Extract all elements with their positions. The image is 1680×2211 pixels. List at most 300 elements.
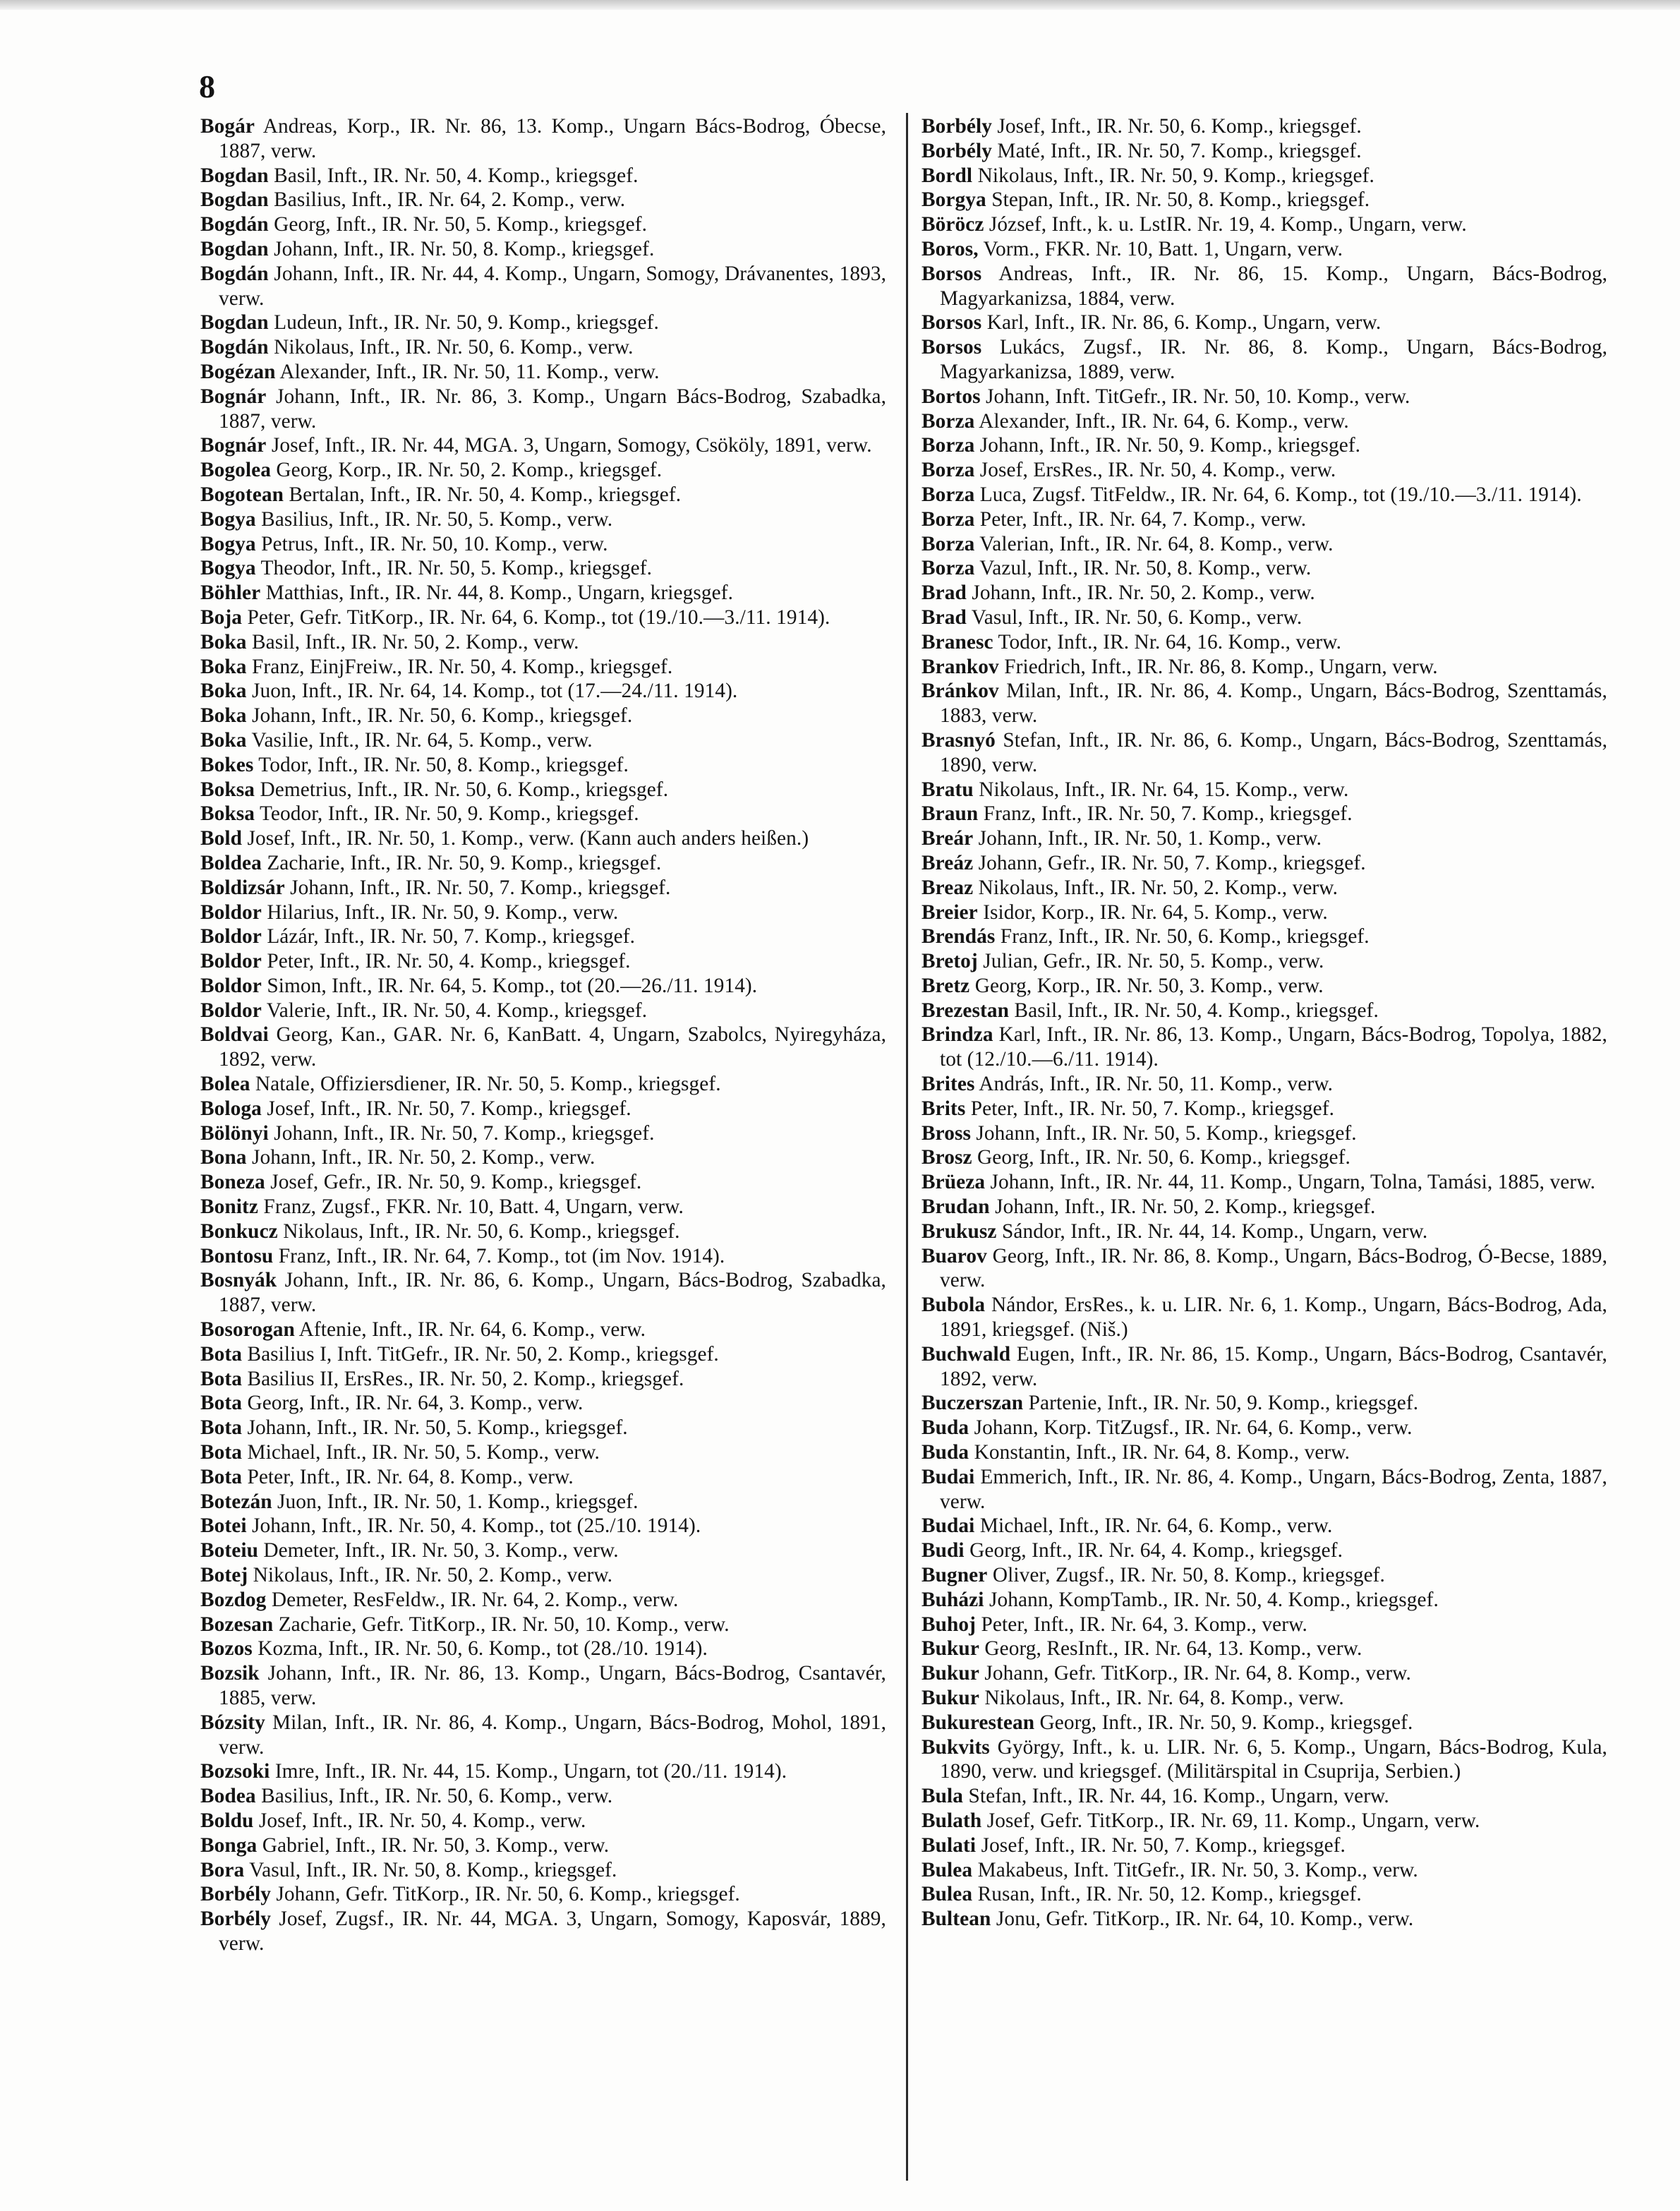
entry-details: Nándor, ErsRes., k. u. LIR. Nr. 6, 1. Komp., Ungarn, Bács-Bodrog, Ada, 1891, kriegsgef. (Niš.)	[940, 1294, 1607, 1342]
entry-surname: Brasnyó	[921, 728, 996, 752]
roll-entry	[200, 1416, 886, 1440]
entry-details: Basil, Inft., IR. Nr. 50, 2. Komp., verw.	[251, 630, 579, 653]
entry-details: Georg, Inft., IR. Nr. 50, 5. Komp., kriegsgef.	[274, 213, 648, 236]
entry-surname: Breár	[921, 827, 974, 850]
entry-surname: Borza	[921, 532, 975, 555]
roll-entry	[921, 1072, 1607, 1097]
roll-entry	[921, 802, 1607, 826]
roll-entry	[921, 114, 1607, 139]
entry-surname: Bukurestean	[921, 1711, 1035, 1734]
roll-entry	[921, 655, 1607, 680]
entry-details: Partenie, Inft., IR. Nr. 50, 9. Komp., kriegsgef.	[1028, 1392, 1419, 1415]
roll-entry	[921, 335, 1607, 385]
entry-surname: Boldu	[200, 1809, 254, 1832]
entry-surname: Borbély	[200, 1883, 271, 1906]
entry-details: Todor, Inft., IR. Nr. 50, 8. Komp., kriegsgef.	[258, 753, 629, 776]
roll-entry	[200, 1711, 886, 1760]
roll-entry	[921, 1293, 1607, 1342]
entry-surname: Bontosu	[200, 1244, 274, 1267]
entry-surname: Bogya	[200, 507, 256, 531]
entry-details: Franz, Zugsf., FKR. Nr. 10, Batt. 4, Ungarn, verw.	[263, 1195, 684, 1219]
entry-details: Basilius, Inft., IR. Nr. 50, 5. Komp., verw.	[261, 507, 613, 531]
entry-details: Lukács, Zugsf., IR. Nr. 86, 8. Komp., Ungarn, Bács-Bodrog, Magyarkanizsa, 1889, verw.	[940, 336, 1607, 383]
entry-details: Basilius, Inft., IR. Nr. 50, 6. Komp., verw.	[261, 1785, 613, 1808]
roll-entry	[921, 1882, 1607, 1907]
entry-surname: Bozos	[200, 1637, 253, 1661]
roll-entry	[200, 1907, 886, 1956]
entry-surname: Borza	[921, 483, 975, 506]
entry-surname: Bortos	[921, 385, 981, 408]
entry-surname: Brezestan	[921, 999, 1010, 1022]
entry-surname: Bogolea	[200, 459, 271, 482]
roll-entry	[921, 433, 1607, 458]
entry-details: Johann, Inft., IR. Nr. 50, 2. Komp., verw.	[251, 1146, 596, 1169]
entry-surname: Borza	[921, 434, 975, 457]
entry-details: Andreas, Korp., IR. Nr. 86, 13. Komp., Ungarn Bács-Bodrog, Óbecse, 1887, verw.	[219, 115, 886, 162]
entry-surname: Bota	[200, 1441, 242, 1464]
entry-surname: Bozsoki	[200, 1760, 270, 1783]
entry-surname: Bota	[200, 1392, 242, 1415]
entry-details: Vorm., FKR. Nr. 10, Batt. 1, Ungarn, verw.	[983, 237, 1343, 260]
entry-details: Stepan, Inft., IR. Nr. 50, 8. Komp., kriegsgef.	[991, 188, 1370, 212]
entry-surname: Borza	[921, 459, 975, 482]
entry-details: Johann, Inft., IR. Nr. 50, 8. Komp., kriegsgef.	[274, 237, 655, 260]
entry-details: Josef, Inft., IR. Nr. 50, 7. Komp., kriegsgef.	[981, 1833, 1346, 1857]
roll-entry	[921, 851, 1607, 876]
entry-details: Bertalan, Inft., IR. Nr. 50, 4. Komp., kriegsgef.	[289, 483, 682, 506]
roll-entry	[200, 1318, 886, 1342]
entry-details: Johann, Inft., IR. Nr. 50, 5. Komp., kriegsgef.	[247, 1416, 628, 1440]
roll-entry	[921, 458, 1607, 483]
entry-surname: Budi	[921, 1539, 965, 1562]
roll-entry	[921, 1145, 1607, 1170]
entry-details: Vazul, Inft., IR. Nr. 50, 8. Komp., verw.	[979, 557, 1312, 580]
entry-surname: Bolea	[200, 1073, 250, 1096]
entry-details: Georg, Korp., IR. Nr. 50, 3. Komp., verw.	[974, 974, 1324, 997]
roll-entry	[921, 1097, 1607, 1121]
entry-surname: Bross	[921, 1121, 971, 1145]
entry-surname: Boldvai	[200, 1023, 269, 1047]
roll-entry	[200, 1514, 886, 1538]
entry-details: Nikolaus, Inft., IR. Nr. 50, 6. Komp., kriegsgef.	[283, 1219, 680, 1243]
entry-details: Todor, Inft., IR. Nr. 64, 16. Komp., verw.	[998, 630, 1341, 653]
roll-entry	[200, 999, 886, 1023]
entry-surname: Boldor	[200, 974, 262, 997]
entry-surname: Brüeza	[921, 1171, 986, 1194]
roll-entry	[200, 630, 886, 655]
entry-details: Vasul, Inft., IR. Nr. 50, 8. Komp., kriegsgef.	[249, 1858, 617, 1881]
roll-entry	[921, 581, 1607, 606]
entry-details: Oliver, Zugsf., IR. Nr. 50, 8. Komp., kriegsgef.	[992, 1564, 1385, 1587]
entry-surname: Buda	[921, 1441, 969, 1464]
roll-entry	[921, 1121, 1607, 1146]
entry-surname: Buházi	[921, 1588, 984, 1611]
roll-entry	[200, 1882, 886, 1907]
entry-details: Georg, Inft., IR. Nr. 50, 6. Komp., kriegsgef.	[977, 1146, 1350, 1169]
entry-details: Theodor, Inft., IR. Nr. 50, 5. Komp., kriegsgef.	[260, 557, 653, 580]
entry-details: Nikolaus, Inft., IR. Nr. 50, 6. Komp., verw.	[274, 336, 634, 359]
entry-surname: Bozesan	[200, 1613, 274, 1636]
entry-surname: Borbély	[921, 115, 992, 138]
entry-surname: Böhler	[200, 582, 261, 605]
entry-surname: Breaz	[921, 876, 974, 899]
entry-surname: Boka	[200, 655, 247, 678]
entry-surname: Boldor	[200, 950, 262, 973]
entry-surname: Bonga	[200, 1833, 258, 1857]
entry-details: Matthias, Inft., IR. Nr. 44, 8. Komp., Ungarn, kriegsgef.	[265, 582, 734, 605]
entry-details: Imre, Inft., IR. Nr. 44, 15. Komp., Ungarn, tot (20./11. 1914).	[274, 1760, 787, 1783]
entry-surname: Brad	[921, 582, 967, 605]
entry-surname: Boros,	[921, 237, 979, 260]
entry-surname: Bogézan	[200, 360, 276, 383]
roll-entry	[200, 507, 886, 532]
entry-details: Michael, Inft., IR. Nr. 50, 5. Komp., verw.	[247, 1441, 600, 1464]
entry-surname: Böröcz	[921, 213, 984, 236]
entry-details: Alexander, Inft., IR. Nr. 64, 6. Komp., verw.	[979, 409, 1349, 433]
entry-details: Kozma, Inft., IR. Nr. 50, 6. Komp., tot (28./10. 1914).	[258, 1637, 708, 1661]
entry-surname: Bukur	[921, 1687, 979, 1709]
entry-surname: Bognár	[200, 434, 267, 457]
entry-details: Stefan, Inft., IR. Nr. 44, 16. Komp., Ungarn, verw.	[968, 1785, 1389, 1808]
entry-surname: Bogya	[200, 557, 256, 580]
entry-details: Jonu, Gefr. TitKorp., IR. Nr. 64, 10. Komp., verw.	[996, 1908, 1414, 1931]
entry-details: Zacharie, Inft., IR. Nr. 50, 9. Komp., kriegsgef.	[267, 851, 662, 874]
entry-details: Juon, Inft., IR. Nr. 64, 14. Komp., tot (17.—24./11. 1914).	[251, 680, 738, 703]
roll-entry	[921, 999, 1607, 1023]
roll-entry	[921, 826, 1607, 851]
roll-entry	[200, 1121, 886, 1146]
entry-details: Milan, Inft., IR. Nr. 86, 4. Komp., Ungarn, Bács-Bodrog, Mohol, 1891, verw.	[219, 1711, 886, 1759]
roll-entry	[921, 1023, 1607, 1072]
entry-surname: Bota	[200, 1416, 242, 1440]
entry-details: Rusan, Inft., IR. Nr. 50, 12. Komp., kriegsgef.	[977, 1883, 1362, 1906]
roll-entry	[200, 114, 886, 164]
entry-details: Karl, Inft., IR. Nr. 86, 6. Komp., Ungarn, verw.	[986, 311, 1382, 335]
entry-details: Luca, Zugsf. TitFeldw., IR. Nr. 64, 6. Komp., tot (19./10.—3./11. 1914).	[979, 483, 1582, 506]
entry-details: Josef, Inft., IR. Nr. 50, 1. Komp., verw. (Kann auch anders heißen.)	[247, 827, 809, 850]
roll-entry	[200, 1195, 886, 1219]
entry-surname: Buhoj	[921, 1613, 977, 1636]
entry-surname: Boksa	[200, 778, 255, 801]
entry-surname: Bretoj	[921, 950, 978, 973]
roll-entry	[921, 1686, 1607, 1711]
entry-surname: Bora	[200, 1858, 245, 1881]
entry-details: Nikolaus, Inft., IR. Nr. 50, 2. Komp., verw.	[978, 876, 1338, 899]
entry-surname: Borbély	[200, 1908, 271, 1931]
entry-details: Johann, Inft., IR. Nr. 50, 1. Komp., verw.	[978, 827, 1322, 850]
roll-entry	[200, 1661, 886, 1711]
roll-entry	[200, 1072, 886, 1097]
entry-surname: Boldea	[200, 851, 262, 874]
roll-entry	[200, 1538, 886, 1563]
roll-entry	[921, 1613, 1607, 1637]
entry-details: Makabeus, Inft. TitGefr., IR. Nr. 50, 3. Komp., verw.	[977, 1858, 1418, 1881]
entry-details: Vasul, Inft., IR. Nr. 50, 6. Komp., verw.	[971, 606, 1303, 629]
entry-surname: Boldor	[200, 999, 262, 1022]
page-number: 8	[199, 68, 215, 104]
entry-surname: Botei	[200, 1514, 247, 1538]
entry-details: Konstantin, Inft., IR. Nr. 64, 8. Komp., verw.	[974, 1441, 1350, 1464]
entry-surname: Bogdán	[200, 336, 269, 359]
entry-details: Johann, KompTamb., IR. Nr. 50, 4. Komp., kriegsgef.	[989, 1588, 1439, 1611]
roll-entry	[200, 1613, 886, 1637]
entry-surname: Brosz	[921, 1146, 972, 1169]
entry-surname: Bogdan	[200, 237, 269, 260]
roll-entry	[200, 1097, 886, 1121]
roll-entry	[200, 655, 886, 680]
roll-entry	[921, 556, 1607, 581]
roll-entry	[921, 1440, 1607, 1465]
entry-surname: Bozsik	[200, 1662, 260, 1685]
roll-entry	[921, 1563, 1607, 1588]
entry-surname: Bologa	[200, 1097, 262, 1120]
entry-details: Josef, Inft., IR. Nr. 50, 4. Komp., verw.	[258, 1809, 586, 1832]
roll-entry	[200, 679, 886, 704]
entry-details: Karl, Inft., IR. Nr. 86, 13. Komp., Ungarn, Bács-Bodrog, Topolya, 1882, tot (12./10.—6./11. 1914).	[940, 1023, 1607, 1071]
entry-surname: Brad	[921, 606, 967, 629]
entry-surname: Bota	[200, 1465, 242, 1488]
entry-details: Basilius, Inft., IR. Nr. 64, 2. Komp., verw.	[274, 188, 626, 212]
entry-details: Demeter, ResFeldw., IR. Nr. 64, 2. Komp., verw.	[271, 1588, 679, 1611]
entry-details: Julian, Gefr., IR. Nr. 50, 5. Komp., verw.	[983, 950, 1324, 973]
entry-surname: Budai	[921, 1514, 975, 1538]
entry-details: Josef, Gefr. TitKorp., IR. Nr. 69, 11. Komp., Ungarn, verw.	[986, 1809, 1480, 1832]
roll-entry	[921, 188, 1607, 212]
entry-surname: Boka	[200, 680, 247, 703]
entry-surname: Budai	[921, 1465, 975, 1488]
right-column	[921, 114, 1607, 2196]
roll-entry	[200, 851, 886, 876]
entry-surname: Bultean	[921, 1908, 991, 1931]
entry-surname: Buda	[921, 1416, 969, 1440]
entry-surname: Boldor	[200, 900, 262, 924]
entry-surname: Breáz	[921, 851, 974, 874]
entry-details: Isidor, Korp., IR. Nr. 64, 5. Komp., verw.	[983, 900, 1328, 924]
entry-details: Josef, ErsRes., IR. Nr. 50, 4. Komp., verw.	[979, 459, 1336, 482]
roll-entry	[921, 1637, 1607, 1661]
entry-details: Aftenie, Inft., IR. Nr. 64, 6. Komp., verw.	[298, 1318, 646, 1342]
entry-surname: Bulath	[921, 1809, 982, 1832]
roll-entry	[921, 728, 1607, 778]
entry-details: Maté, Inft., IR. Nr. 50, 7. Komp., kriegsgef.	[997, 139, 1362, 162]
roll-entry	[921, 1907, 1607, 1932]
entry-surname: Boneza	[200, 1171, 265, 1194]
entry-surname: Bordl	[921, 164, 973, 187]
entry-details: Stefan, Inft., IR. Nr. 86, 6. Komp., Ungarn, Bács-Bodrog, Szenttamás, 1890, verw.	[940, 728, 1607, 776]
roll-entry	[200, 1268, 886, 1318]
roll-entry	[921, 606, 1607, 630]
roll-entry	[200, 458, 886, 483]
entry-details: Hilarius, Inft., IR. Nr. 50, 9. Komp., verw.	[267, 900, 619, 924]
entry-details: Johann, Inft., IR. Nr. 50, 7. Komp., kriegsgef.	[290, 876, 671, 899]
roll-entry	[921, 507, 1607, 532]
entry-surname: Boka	[200, 704, 247, 728]
entry-details: Nikolaus, Inft., IR. Nr. 64, 8. Komp., verw.	[984, 1687, 1344, 1709]
roll-entry	[200, 900, 886, 925]
entry-details: Basil, Inft., IR. Nr. 50, 4. Komp., kriegsgef.	[274, 164, 639, 187]
entry-details: Georg, Korp., IR. Nr. 50, 2. Komp., kriegsgef.	[276, 459, 663, 482]
entry-surname: Braun	[921, 802, 979, 826]
entry-details: Johann, Inft., IR. Nr. 44, 11. Komp., Ungarn, Tolna, Tamási, 1885, verw.	[990, 1171, 1596, 1194]
entry-details: Andreas, Inft., IR. Nr. 86, 15. Komp., Ungarn, Bács-Bodrog, Magyarkanizsa, 1884, verw.	[940, 262, 1607, 310]
entry-surname: Boksa	[200, 802, 255, 826]
entry-surname: Bratu	[921, 778, 974, 801]
entry-details: Lázár, Inft., IR. Nr. 50, 7. Komp., kriegsgef.	[267, 925, 635, 948]
entry-surname: Boldizsár	[200, 876, 285, 899]
entry-details: Johann, Gefr., IR. Nr. 50, 7. Komp., kriegsgef.	[978, 851, 1366, 874]
roll-entry	[200, 532, 886, 557]
roll-entry	[921, 1170, 1607, 1195]
entry-surname: Borsos	[921, 336, 982, 359]
entry-details: Petrus, Inft., IR. Nr. 50, 10. Komp., verw.	[261, 532, 608, 555]
entry-details: Johann, Inft., IR. Nr. 86, 13. Komp., Ungarn, Bács-Bodrog, Csantavér, 1885, verw.	[219, 1662, 886, 1709]
entry-surname: Borza	[921, 557, 975, 580]
roll-entry	[200, 1391, 886, 1416]
entry-surname: Bognár	[200, 385, 267, 408]
roll-entry	[200, 212, 886, 237]
entry-surname: Branesc	[921, 630, 993, 653]
entry-details: Johann, Inft., IR. Nr. 50, 6. Komp., kriegsgef.	[251, 704, 633, 728]
entry-details: Zacharie, Gefr. TitKorp., IR. Nr. 50, 10. Komp., verw.	[278, 1613, 730, 1636]
entry-surname: Bukur	[921, 1662, 979, 1685]
entry-details: Basil, Inft., IR. Nr. 50, 4. Komp., kriegsgef.	[1014, 999, 1379, 1022]
entry-surname: Bogdán	[200, 262, 269, 285]
entry-surname: Brits	[921, 1097, 966, 1120]
entry-surname: Borsos	[921, 262, 982, 285]
entry-surname: Buchwald	[921, 1342, 1011, 1366]
entry-details: Johann, Inft., IR. Nr. 86, 3. Komp., Ungarn Bács-Bodrog, Szabadka, 1887, verw.	[219, 385, 886, 433]
entry-surname: Botezán	[200, 1490, 272, 1513]
entry-details: Milan, Inft., IR. Nr. 86, 4. Komp., Ungarn, Bács-Bodrog, Szenttamás, 1883, verw.	[940, 680, 1607, 728]
entry-details: Emmerich, Inft., IR. Nr. 86, 4. Komp., Ungarn, Bács-Bodrog, Zenta, 1887, verw.	[940, 1465, 1607, 1513]
roll-entry	[921, 237, 1607, 262]
roll-entry	[200, 1465, 886, 1490]
entry-surname: Bukvits	[921, 1735, 990, 1759]
entry-details: Peter, Gefr. TitKorp., IR. Nr. 64, 6. Komp., tot (19./10.—3./11. 1914).	[247, 606, 830, 629]
entry-details: Peter, Inft., IR. Nr. 64, 8. Komp., verw.	[247, 1465, 574, 1488]
entry-surname: Bránkov	[921, 680, 999, 703]
entry-details: József, Inft., k. u. LstIR. Nr. 19, 4. Komp., Ungarn, verw.	[989, 213, 1467, 236]
roll-entry	[200, 188, 886, 212]
roll-entry	[921, 1588, 1607, 1613]
roll-entry	[200, 924, 886, 949]
entry-details: Johann, Inft., IR. Nr. 50, 5. Komp., kriegsgef.	[976, 1121, 1357, 1145]
entry-details: Nikolaus, Inft., IR. Nr. 50, 2. Komp., verw.	[253, 1564, 613, 1587]
roll-entry	[921, 876, 1607, 900]
entry-details: Juon, Inft., IR. Nr. 50, 1. Komp., kriegsgef.	[277, 1490, 639, 1513]
roll-entry	[200, 1833, 886, 1858]
roll-entry	[200, 1440, 886, 1465]
entry-surname: Bonitz	[200, 1195, 258, 1219]
roll-entry	[921, 1661, 1607, 1686]
entry-details: Eugen, Inft., IR. Nr. 86, 15. Komp., Ungarn, Bács-Bodrog, Csantavér, 1892, verw.	[940, 1342, 1607, 1390]
entry-details: Basilius II, ErsRes., IR. Nr. 50, 2. Komp., kriegsgef.	[247, 1367, 684, 1390]
roll-entry	[921, 1538, 1607, 1563]
roll-entry	[200, 704, 886, 728]
entry-details: Teodor, Inft., IR. Nr. 50, 9. Komp., kriegsgef.	[259, 802, 639, 826]
entry-surname: Bukur	[921, 1637, 979, 1661]
entry-surname: Bogdan	[200, 164, 269, 187]
entry-surname: Bold	[200, 827, 243, 850]
entry-surname: Brudan	[921, 1195, 990, 1219]
entry-details: Josef, Inft., IR. Nr. 50, 7. Komp., kriegsgef.	[267, 1097, 631, 1120]
entry-surname: Breier	[921, 900, 978, 924]
roll-entry	[921, 164, 1607, 188]
roll-entry	[200, 360, 886, 385]
roll-entry	[921, 900, 1607, 925]
entry-surname: Bula	[921, 1785, 964, 1808]
roll-entry	[921, 1784, 1607, 1809]
roll-entry	[921, 532, 1607, 557]
roll-entry	[921, 778, 1607, 802]
roll-entry	[200, 385, 886, 434]
entry-surname: Bulea	[921, 1883, 973, 1906]
entry-surname: Bogdan	[200, 311, 269, 335]
roll-entry	[200, 581, 886, 606]
entry-surname: Buczerszan	[921, 1392, 1024, 1415]
roll-entry	[921, 679, 1607, 728]
entry-surname: Bulati	[921, 1833, 977, 1857]
entry-surname: Borsos	[921, 311, 982, 335]
entry-details: Georg, Inft., IR. Nr. 50, 9. Komp., kriegsgef.	[1039, 1711, 1413, 1734]
entry-details: Friedrich, Inft., IR. Nr. 86, 8. Komp., Ungarn, verw.	[1004, 655, 1438, 678]
entry-details: Georg, Inft., IR. Nr. 64, 3. Komp., verw.	[247, 1392, 584, 1415]
entry-details: Nikolaus, Inft., IR. Nr. 64, 15. Komp., verw.	[979, 778, 1349, 801]
entry-details: Alexander, Inft., IR. Nr. 50, 11. Komp., verw.	[279, 360, 660, 383]
roll-entry	[921, 949, 1607, 974]
entry-details: Johann, Inft., IR. Nr. 50, 2. Komp., kriegsgef.	[995, 1195, 1376, 1219]
entry-surname: Botej	[200, 1564, 248, 1587]
entry-surname: Bota	[200, 1342, 242, 1366]
entry-details: Demeter, Inft., IR. Nr. 50, 3. Komp., verw.	[263, 1539, 619, 1562]
roll-entry	[921, 1342, 1607, 1392]
entry-surname: Brites	[921, 1073, 975, 1096]
entry-surname: Brukusz	[921, 1219, 997, 1243]
entry-details: Georg, Inft., IR. Nr. 64, 4. Komp., kriegsgef.	[969, 1539, 1343, 1562]
entry-details: Nikolaus, Inft., IR. Nr. 50, 9. Komp., kriegsgef.	[977, 164, 1374, 187]
entry-details: Johann, Inft. TitGefr., IR. Nr. 50, 10. Komp., verw.	[986, 385, 1410, 408]
entry-details: Franz, EinjFreiw., IR. Nr. 50, 4. Komp., kriegsgef.	[251, 655, 673, 678]
roll-entry	[200, 728, 886, 753]
roll-entry	[921, 483, 1607, 507]
entry-details: Franz, Inft., IR. Nr. 50, 6. Komp., kriegsgef.	[1000, 925, 1370, 948]
roll-entry	[200, 483, 886, 507]
roll-entry	[200, 311, 886, 335]
roll-entry	[200, 262, 886, 311]
entry-surname: Bubola	[921, 1294, 986, 1317]
roll-entry	[200, 1858, 886, 1883]
entry-surname: Bosorogan	[200, 1318, 295, 1342]
entry-surname: Borbély	[921, 139, 992, 162]
roll-entry	[921, 1809, 1607, 1833]
entry-surname: Buarov	[921, 1244, 987, 1267]
entry-surname: Bogya	[200, 532, 256, 555]
entry-details: Sándor, Inft., IR. Nr. 44, 14. Komp., Ungarn, verw.	[1001, 1219, 1428, 1243]
roll-entry	[200, 949, 886, 974]
roll-entry	[921, 1858, 1607, 1883]
entry-details: Josef, Inft., IR. Nr. 44, MGA. 3, Ungarn, Somogy, Csököly, 1891, verw.	[271, 434, 872, 457]
entry-surname: Brendás	[921, 925, 996, 948]
entry-details: Peter, Inft., IR. Nr. 64, 3. Komp., verw.	[981, 1613, 1307, 1636]
entry-details: György, Inft., k. u. LIR. Nr. 6, 5. Komp., Ungarn, Bács-Bodrog, Kula, 1890, verw. und kriegsgef. (Militärspital in Csuprija, Serbien.)	[940, 1735, 1607, 1783]
roll-entry	[200, 606, 886, 630]
entry-surname: Brindza	[921, 1023, 993, 1047]
entry-surname: Bosnyák	[200, 1269, 277, 1292]
entry-surname: Bogdan	[200, 188, 269, 212]
entry-surname: Bozdog	[200, 1588, 267, 1611]
roll-entry	[200, 1023, 886, 1072]
entry-details: Simon, Inft., IR. Nr. 64, 5. Komp., tot (20.—26./11. 1914).	[267, 974, 758, 997]
